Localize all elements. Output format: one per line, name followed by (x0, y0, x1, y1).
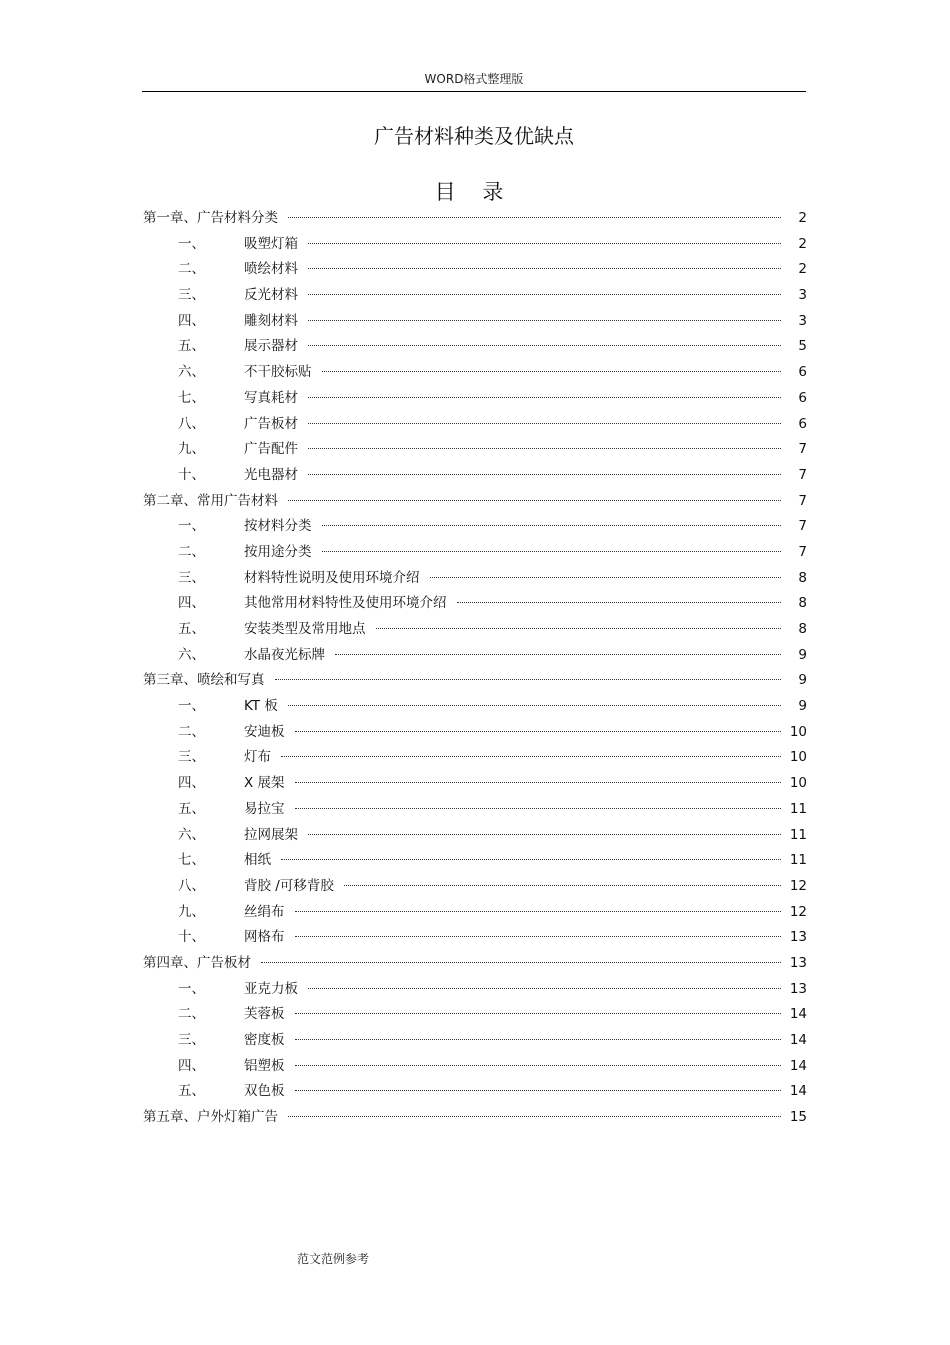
toc-page-number: 10 (789, 749, 807, 766)
toc-entry-label: 第四章、广告板材 (143, 954, 251, 971)
toc-entry-label: 吸塑灯箱 (244, 235, 298, 252)
toc-entry-number: 六、 (178, 826, 205, 843)
toc-entry-label: 其他常用材料特性及使用环境介绍 (244, 595, 447, 612)
toc-dot-leader (288, 1116, 781, 1117)
toc-page-number: 14 (789, 1006, 807, 1023)
toc-page-number: 7 (798, 518, 807, 535)
toc-entry-label: 易拉宝 (244, 800, 285, 817)
toc-dot-leader (308, 268, 781, 269)
toc-entry-label: 按材料分类 (244, 518, 312, 535)
toc-entry-label: 材料特性说明及使用环境介绍 (244, 569, 420, 586)
toc-dot-leader (288, 217, 781, 218)
page-footer: 范文范例参考 (297, 1252, 370, 1266)
toc-entry-label: 广告板材 (244, 415, 298, 432)
toc-entry-label: 反光材料 (244, 287, 298, 304)
toc-entry-number: 四、 (178, 312, 205, 329)
toc-page-number: 10 (789, 775, 807, 792)
toc-entry-number: 五、 (178, 338, 205, 355)
toc-dot-leader (322, 371, 782, 372)
toc-entry-label: 背胶 /可移背胶 (244, 877, 334, 894)
toc-entry-number: 三、 (178, 287, 205, 304)
toc-page-number: 11 (789, 826, 807, 843)
toc-entry-label: 铝塑板 (244, 1057, 285, 1074)
toc-dot-leader (261, 962, 781, 963)
toc-page-number: 14 (789, 1057, 807, 1074)
toc-page-number: 2 (798, 210, 807, 226)
toc-entry-label: 丝绢布 (244, 903, 285, 920)
toc-section-entry[interactable] (143, 1079, 807, 1105)
toc-page-number: 7 (798, 466, 807, 483)
toc-entry-label: 水晶夜光标牌 (244, 646, 325, 663)
toc-page-number: 7 (798, 492, 807, 509)
toc-dot-leader (308, 397, 781, 398)
toc-dot-leader (344, 885, 781, 886)
toc-dot-leader (322, 551, 782, 552)
toc-entry-number: 五、 (178, 621, 205, 637)
toc-dot-leader (295, 1013, 782, 1014)
toc-dot-leader (308, 294, 781, 295)
toc-dot-leader (295, 936, 782, 937)
toc-chapter-entry[interactable] (143, 951, 807, 977)
toc-section-entry[interactable] (143, 823, 807, 849)
toc-section-entry[interactable] (143, 514, 807, 540)
toc-section-entry[interactable] (143, 232, 807, 258)
toc-dot-leader (376, 628, 782, 629)
toc-entry-number: 十、 (178, 466, 205, 483)
toc-dot-leader (295, 1090, 782, 1091)
toc-section-entry[interactable] (143, 437, 807, 463)
toc-section-entry[interactable] (143, 566, 807, 592)
toc-section-entry[interactable] (143, 848, 807, 874)
toc-page-number: 14 (789, 1032, 807, 1048)
toc-entry-number: 二、 (178, 723, 205, 740)
toc-page-number: 12 (789, 877, 807, 894)
toc-entry-label: KT 板 (244, 698, 278, 715)
toc-section-entry[interactable] (143, 1002, 807, 1028)
toc-page-number: 9 (798, 698, 807, 715)
toc-entry-number: 二、 (178, 543, 205, 560)
toc-section-entry[interactable] (143, 900, 807, 926)
toc-entry-label: 相纸 (244, 852, 271, 869)
toc-entry-number: 五、 (178, 1083, 205, 1100)
toc-page-number: 2 (798, 235, 807, 252)
toc-dot-leader (308, 320, 781, 321)
toc-entry-label: 第三章、喷绘和写真 (143, 672, 265, 689)
toc-chapter-entry[interactable] (143, 1105, 807, 1131)
toc-page-number: 7 (798, 441, 807, 458)
header-rule (142, 91, 806, 92)
toc-dot-leader (322, 525, 782, 526)
toc-dot-leader (295, 1039, 782, 1040)
toc-dot-leader (308, 988, 781, 989)
toc-section-entry[interactable] (143, 1054, 807, 1080)
toc-entry-label: 展示器材 (244, 338, 298, 355)
toc-chapter-entry[interactable] (143, 206, 807, 232)
toc-entry-label: 灯布 (244, 749, 271, 766)
toc-page-number: 6 (798, 364, 807, 381)
toc-entry-number: 七、 (178, 389, 205, 406)
toc-entry-label: 网格布 (244, 929, 285, 946)
toc-entry-label: X 展架 (244, 775, 285, 792)
toc-dot-leader (295, 731, 782, 732)
toc-section-entry[interactable] (143, 925, 807, 951)
toc-entry-number: 八、 (178, 877, 205, 894)
toc-entry-label: 安迪板 (244, 723, 285, 740)
toc-page-number: 5 (798, 338, 807, 355)
toc-section-entry[interactable] (143, 309, 807, 335)
toc-dot-leader (295, 782, 781, 783)
toc-chapter-entry[interactable] (143, 668, 807, 694)
toc-page-number: 13 (789, 980, 807, 997)
toc-section-entry[interactable] (143, 540, 807, 566)
toc-entry-label: 写真耗材 (244, 389, 298, 406)
toc-page-number: 2 (798, 261, 807, 278)
toc-dot-leader (295, 911, 782, 912)
toc-entry-label: 光电器材 (244, 466, 298, 483)
toc-entry-label: 按用途分类 (244, 543, 312, 560)
toc-dot-leader (308, 474, 781, 475)
toc-entry-label: 安装类型及常用地点 (244, 621, 366, 637)
toc-page-number: 8 (798, 569, 807, 586)
toc-section-entry[interactable] (143, 771, 807, 797)
toc-page-number: 7 (798, 543, 807, 560)
toc-entry-label: 亚克力板 (244, 980, 298, 997)
toc-chapter-entry[interactable] (143, 489, 807, 515)
toc-page-number: 8 (798, 595, 807, 612)
toc-section-entry[interactable] (143, 334, 807, 360)
toc-entry-number: 二、 (178, 1006, 205, 1023)
toc-dot-leader (308, 423, 781, 424)
toc-page-number: 9 (798, 646, 807, 663)
toc-entry-label: 第一章、广告材料分类 (143, 210, 278, 226)
toc-page-number: 6 (798, 415, 807, 432)
toc-entry-number: 六、 (178, 646, 205, 663)
toc-entry-number: 三、 (178, 569, 205, 586)
toc-dot-leader (295, 1065, 782, 1066)
toc-entry-number: 一、 (178, 518, 205, 535)
toc-section-entry[interactable] (143, 1028, 807, 1054)
toc-section-entry[interactable] (143, 617, 807, 643)
table-of-contents (143, 206, 807, 1131)
toc-dot-leader (281, 859, 781, 860)
toc-entry-number: 九、 (178, 441, 205, 458)
toc-entry-label: 拉网展架 (244, 826, 298, 843)
toc-entry-label: 广告配件 (244, 441, 298, 458)
toc-page-number: 13 (789, 929, 807, 946)
toc-section-entry[interactable] (143, 720, 807, 746)
toc-page-number: 11 (789, 852, 807, 869)
toc-section-entry[interactable] (143, 797, 807, 823)
toc-dot-leader (295, 808, 782, 809)
document-title: 广告材料种类及优缺点 (374, 124, 574, 148)
toc-dot-leader (308, 345, 781, 346)
toc-page-number: 12 (789, 903, 807, 920)
toc-entry-number: 二、 (178, 261, 205, 278)
toc-page-number: 6 (798, 389, 807, 406)
toc-page-number: 14 (789, 1083, 807, 1100)
toc-page-number: 3 (798, 287, 807, 304)
toc-section-entry[interactable] (143, 360, 807, 386)
toc-entry-label: 雕刻材料 (244, 312, 298, 329)
toc-page-number: 13 (789, 954, 807, 971)
toc-dot-leader (281, 756, 781, 757)
toc-page-number: 8 (798, 621, 807, 637)
toc-heading: 目 录 (434, 180, 514, 204)
toc-section-entry[interactable] (143, 463, 807, 489)
toc-entry-label: 双色板 (244, 1083, 285, 1100)
toc-entry-number: 五、 (178, 800, 205, 817)
toc-entry-number: 一、 (178, 235, 205, 252)
toc-dot-leader (335, 654, 781, 655)
toc-page-number: 3 (798, 312, 807, 329)
toc-entry-number: 三、 (178, 749, 205, 766)
toc-dot-leader (275, 679, 782, 680)
toc-entry-number: 七、 (178, 852, 205, 869)
page-header: WORD格式整理版 (424, 72, 524, 86)
toc-page-number: 10 (789, 723, 807, 740)
toc-entry-number: 九、 (178, 903, 205, 920)
toc-section-entry[interactable] (143, 591, 807, 617)
toc-section-entry[interactable] (143, 257, 807, 283)
toc-entry-number: 八、 (178, 415, 205, 432)
toc-dot-leader (288, 500, 781, 501)
toc-section-entry[interactable] (143, 386, 807, 412)
toc-entry-label: 喷绘材料 (244, 261, 298, 278)
toc-entry-number: 四、 (178, 595, 205, 612)
toc-entry-number: 一、 (178, 980, 205, 997)
toc-entry-number: 十、 (178, 929, 205, 946)
toc-dot-leader (308, 448, 781, 449)
toc-page-number: 9 (798, 672, 807, 689)
toc-entry-label: 第二章、常用广告材料 (143, 492, 278, 509)
toc-entry-label: 密度板 (244, 1032, 285, 1048)
toc-entry-number: 一、 (178, 698, 205, 715)
toc-section-entry[interactable] (143, 694, 807, 720)
toc-entry-number: 四、 (178, 1057, 205, 1074)
toc-dot-leader (308, 834, 781, 835)
toc-dot-leader (430, 577, 782, 578)
toc-section-entry[interactable] (143, 643, 807, 669)
toc-section-entry[interactable] (143, 412, 807, 438)
toc-section-entry[interactable] (143, 874, 807, 900)
toc-dot-leader (457, 602, 782, 603)
toc-entry-label: 第五章、户外灯箱广告 (143, 1109, 278, 1126)
toc-entry-label: 不干胶标贴 (244, 364, 312, 381)
toc-page-number: 11 (789, 800, 807, 817)
toc-entry-label: 芙蓉板 (244, 1006, 285, 1023)
toc-section-entry[interactable] (143, 745, 807, 771)
toc-entry-number: 四、 (178, 775, 205, 792)
toc-entry-number: 六、 (178, 364, 205, 381)
toc-section-entry[interactable] (143, 977, 807, 1003)
toc-page-number: 15 (789, 1109, 807, 1126)
toc-section-entry[interactable] (143, 283, 807, 309)
toc-dot-leader (288, 705, 781, 706)
toc-dot-leader (308, 243, 781, 244)
toc-entry-number: 三、 (178, 1032, 205, 1048)
